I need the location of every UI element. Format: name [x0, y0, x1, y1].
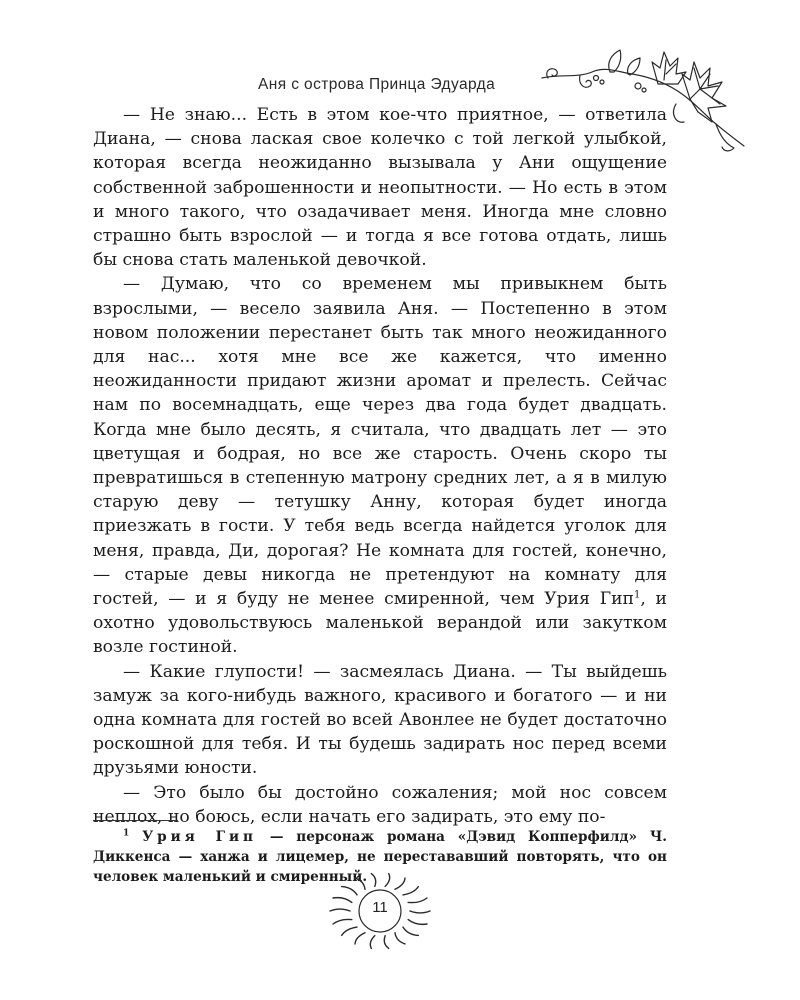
paragraph-2	[93, 272, 667, 659]
paragraph-4: — Это было бы достойно сожаления; мой нос совсем неплох, но боюсь, если начать его задирать, это ему по-	[93, 782, 667, 827]
footnote-name: Урия Гип	[142, 829, 257, 845]
footnote-divider	[93, 820, 178, 821]
main-text	[93, 103, 667, 829]
footnote-marker: 1	[123, 828, 130, 839]
footnote-text: — персонаж романа «Дэвид Копперфилд» Ч. Диккенса — ханжа и лицемер, не перестававший повторять, что он человек маленький и смиренный.	[93, 829, 667, 885]
paragraph-2-text-a: — Думаю, что со временем мы привыкнем быть взрослыми, — весело заявила Аня. — Постепенно в этом новом положении перестанет быть так много неожиданного для нас... хотя мне все же кажется, что именно неожиданности придают жизни аромат и прелесть. Сейчас нам по восемнадцать, еще через два года будет двадцать. Когда мне было десять, я считала, что двадцать лет — это цветущая и бодрая, но все же старость. Очень скоро ты превратишься в степенную матрону средних лет, а я в милую старую деву — тетушку Анну, которая будет иногда приезжать в гости. У тебя ведь всегда найдется уголок для меня, правда, Ди, дорогая? Не комната для гостей, конечно, — старые девы никогда не претендуют на комнату для гостей, — и я буду не менее смиренной, чем Урия Гип	[93, 274, 667, 610]
footnote-reference[interactable]: 1	[633, 589, 641, 601]
paragraph-2-text-b: , и охотно удовольствуюсь маленькой верандой или закутком возле гостиной.	[93, 589, 667, 658]
paragraph-3: — Какие глупости! — засмеялась Диана. — Ты выйдешь замуж за кого-нибудь важного, красивого и богатого — и ни одна комната для гостей во всей Авонлее не будет достаточно роскошной для тебя. И ты будешь задирать нос перед всеми друзьями юности.	[93, 661, 667, 779]
running-title: Аня с острова Принца Эдуарда	[258, 76, 496, 93]
page-number: 11	[372, 899, 388, 916]
paragraph-1: — Не знаю... Есть в этом кое-что приятное, — ответила Диана, — снова лаская свое колечко с той легкой улыбкой, которая всегда неожиданно вызывала у Ани ощущение собственной заброшенности и неопытности. — Но есть в этом и много такого, что озадачивает меня. Иногда мне словно страшно быть взрослой — и тогда я все готова отдать, лишь бы снова стать маленькой девочкой.	[93, 105, 667, 271]
